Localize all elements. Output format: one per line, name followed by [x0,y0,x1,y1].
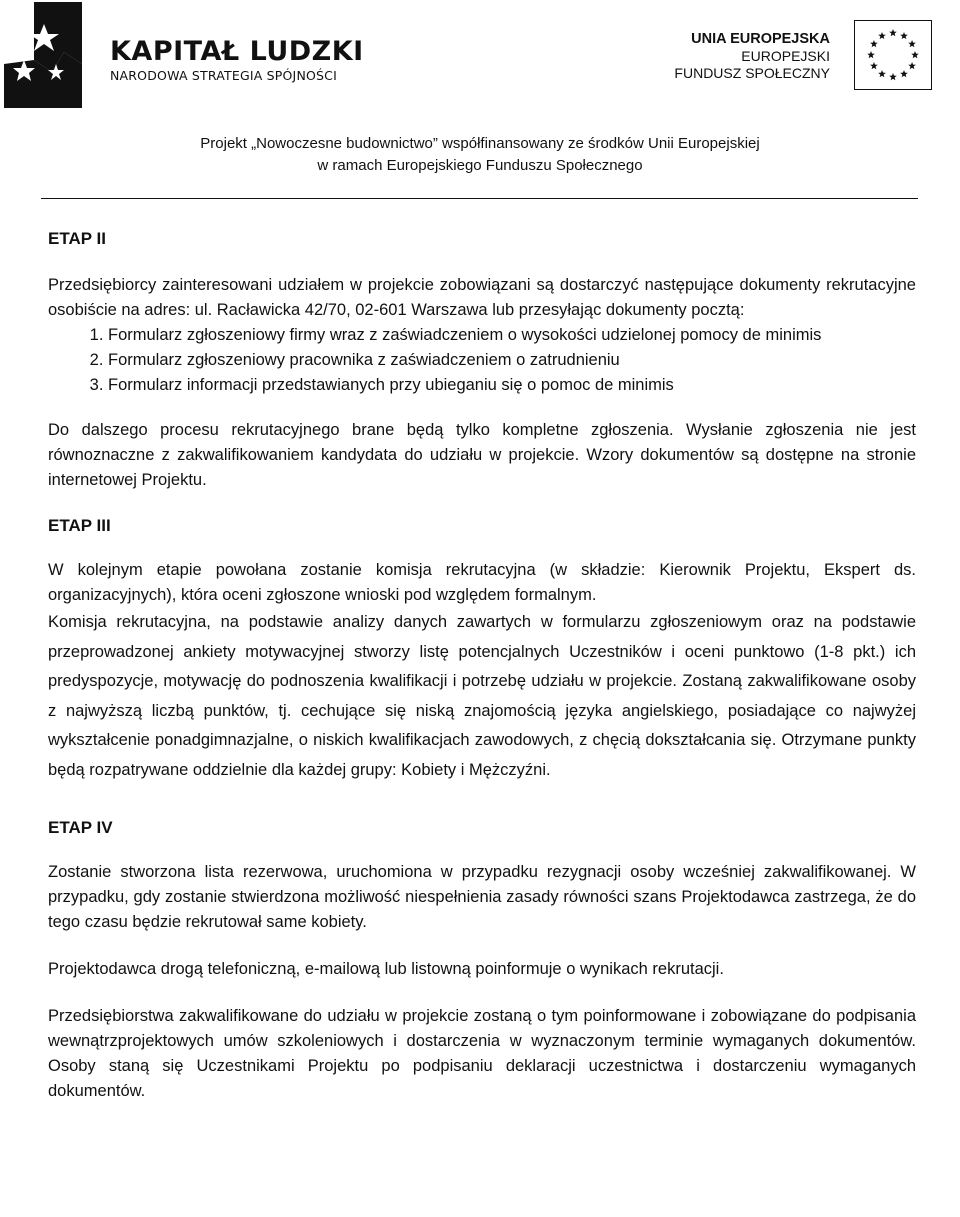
eu-star-icon [900,70,908,77]
document-body [48,226,916,1104]
eu-star-icon [908,62,916,69]
eu-star-icon [889,73,897,80]
etap-3-paragraph-2: Komisja rekrutacyjna, na podstawie analizy danych zawartych w formularzu zgłoszeniowym oraz na podstawie przeprowadzonej ankiety motywacyjnej stworzy listę potencjalnych Uczestników i oceni punktowo (1-8 pkt.) ich predyspozycje, motywację do podnoszenia kwalifikacji i potrzebę udziału w projekcie. Zostaną zakwalifikowane osoby z najwyższą liczbą punktów, tj. cechujące się niską znajomością języka angielskiego, posiadające co najwyżej wykształcenie ponadgimnazjalne, o niskich kwalifikacjach zawodowych, z chęcią dokształcania się. Otrzymane punkty będą rozpatrywane oddzielnie dla każdej grupy: Kobiety i Mężczyźni. [48,613,916,779]
eu-star-icon [867,51,875,58]
project-title-line-1: Projekt „Nowoczesne budownictwo” współfinansowany ze środków Unii Europejskiej [200,135,760,152]
eu-flag-icon [854,20,932,90]
eu-line-1: UNIA EUROPEJSKA [691,31,830,47]
eu-star-icon [900,32,908,39]
header-divider [41,198,918,199]
list-item: 2. Formularz zgłoszeniowy pracownika z zaświadczeniem o zatrudnieniu [108,348,916,373]
logo-subtitle: NARODOWA STRATEGIA SPÓJNOŚCI [110,68,337,83]
list-item: 3. Formularz informacji przedstawianych przy ubieganiu się o pomoc de minimis [108,373,916,398]
etap-4-heading: ETAP IV [48,818,113,837]
eu-star-icon [908,40,916,47]
eu-logo-text [674,30,830,82]
etap-4-paragraph-3: Przedsiębiorstwa zakwalifikowane do udziału w projekcie zostaną o tym poinformowane i zobowiązane do podpisania wewnątrzprojektowych umów szkoleniowych i dostarczenia w wyznaczonym terminie wymaganych dokumentów. Osoby staną się Uczestnikami Projektu po podpisaniu deklaracji uczestnictwa i dostarczeniu wymaganych dokumentów. [48,1007,916,1100]
etap-2-intro: Przedsiębiorcy zainteresowani udziałem w projekcie zobowiązani są dostarczyć następujące dokumenty rekrutacyjne osobiście na adres: ul. Racławicka 42/70, 02-601 Warszawa lub przesyłając dokumenty pocztą: [48,276,916,319]
etap-3-paragraph-1: W kolejnym etapie powołana zostanie komisja rekrutacyjna (w składzie: Kierownik Projektu, Ekspert ds. organizacyjnych), która oceni zgłoszone wnioski pod względem formalnym. [48,561,916,604]
page-header [0,0,960,200]
project-title-line-2: w ramach Europejskiego Funduszu Społecznego [317,157,643,174]
etap-2-paragraph: Do dalszego procesu rekrutacyjnego brane będą tylko kompletne zgłoszenia. Wysłanie zgłoszenia nie jest równoznaczne z zakwalifikowaniem kandydata do udziału w projekcie. Wzory dokumentów są dostępne na stronie internetowej Projektu. [48,421,916,489]
etap-4-paragraph-1: Zostanie stworzona lista rezerwowa, uruchomiona w przypadku rezygnacji osoby wcześniej zakwalifikowanej. W przypadku, gdy zostanie stwierdzona możliwość niespełnienia zasady równości szans Projektodawca zastrzega, że do tego czasu będzie rekrutował same kobiety. [48,863,916,931]
etap-3-heading: ETAP III [48,516,111,535]
etap-4-paragraph-2: Projektodawca drogą telefoniczną, e-mailową lub listowną poinformuje o wynikach rekrutacji. [48,960,724,978]
eu-star-icon [911,51,919,58]
logo-title: KAPITAŁ LUDZKI [110,36,364,67]
eu-star-icon [870,40,878,47]
eu-star-icon [878,70,886,77]
list-item: 1. Formularz zgłoszeniowy firmy wraz z zaświadczeniem o wysokości udzielonej pomocy de minimis [108,323,916,348]
eu-star-icon [870,62,878,69]
etap-2-heading: ETAP II [48,229,106,248]
kapital-ludzki-logo-icon [4,2,82,108]
eu-line-3: FUNDUSZ SPOŁECZNY [674,65,830,81]
documents-list [48,323,916,398]
eu-star-icon [889,29,897,36]
eu-line-2: EUROPEJSKI [741,48,830,64]
eu-star-icon [878,32,886,39]
